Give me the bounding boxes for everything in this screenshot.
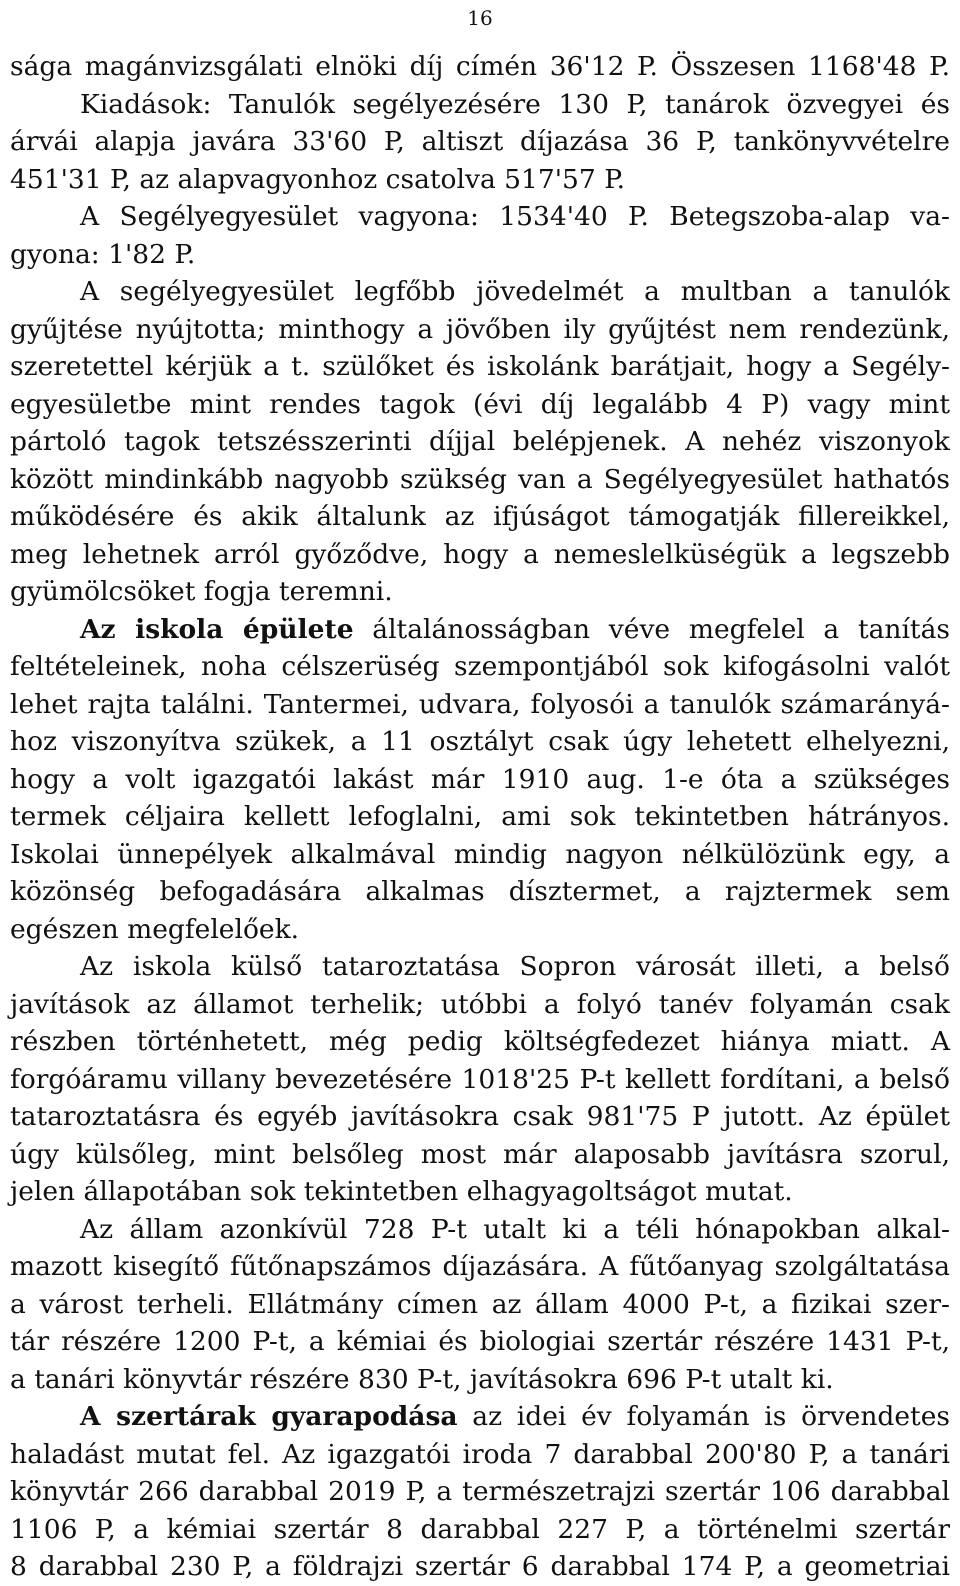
line-text: A segélyegyesület legfőbb jövedelmét a multban a tanulók: [80, 276, 950, 307]
line-text: árvái alapja javára 33'60 P, altiszt díjazása 36 P, tankönyvvételre: [10, 126, 950, 157]
text-line: [10, 723, 950, 761]
text-line: [10, 461, 950, 499]
text-line: [10, 311, 950, 349]
line-text: jelen állapotában sok tekintetben elhagyagoltságot mutat.: [10, 1176, 793, 1207]
text-line: [10, 948, 950, 986]
line-text: gyűjtése nyújtotta; minthogy a jövőben ily gyűjtést nem rendezünk,: [10, 313, 950, 345]
line-text: Kiadások: Tanulók segélyezésére 130 P, tanárok özvegyei és: [80, 88, 950, 120]
text-line: [10, 798, 950, 836]
text-line: [10, 1286, 950, 1324]
text-line: [10, 1323, 950, 1361]
text-line: [10, 1173, 950, 1211]
line-text: Az iskola külső tataroztatása Sopron városát illeti, a belső: [80, 951, 950, 982]
text-line: [10, 911, 950, 949]
line-text: forgóáramu villany bevezetésére 1018'25 P-t kellett fordítani, a belső: [10, 1063, 950, 1095]
page-number: 16: [467, 6, 493, 30]
line-text: termek céljaira kellett lefoglalni, ami sok tekintetben hátrányos.: [10, 801, 950, 832]
text-line: [10, 761, 950, 799]
line-text: egyesületbe mint rendes tagok (évi díj legalább 4 P) vagy mint: [10, 388, 950, 420]
line-text: között mindinkább nagyobb szükség van a Segélyegyesület hathatós: [10, 463, 950, 495]
text-line: [10, 536, 950, 574]
text-line: [10, 86, 950, 124]
line-text: haladást mutat fel. Az igazgatói iroda 7 darabbal 200'80 P, a tanári: [10, 1438, 950, 1470]
text-line: [10, 1136, 950, 1174]
text-line: [10, 1548, 950, 1586]
text-line: [10, 986, 950, 1024]
text-line: [10, 1398, 950, 1436]
line-text: szeretettel kérjük a t. szülőket és iskolánk barátjait, hogy a Segély-: [10, 351, 950, 382]
text-line: [10, 498, 950, 536]
line-text: 451'31 P, az alapvagyonhoz csatolva 517'57 P.: [10, 163, 626, 195]
text-line: [10, 386, 950, 424]
text-line: [10, 236, 950, 274]
text-line: [10, 1511, 950, 1549]
line-text: részben történhetett, még pedig költségfedezet hiánya miatt. A: [10, 1026, 950, 1057]
line-text: 1106 P, a kémiai szertár 8 darabbal 227 P, a történelmi szertár: [10, 1513, 950, 1545]
text-line: [10, 348, 950, 386]
line-text: általánosságban véve megfelel a tanítás: [353, 613, 950, 645]
line-text: pártoló tagok tetszésszerinti díjjal belépjenek. A nehéz viszonyok: [10, 426, 950, 457]
line-text: 8 darabbal 230 P, a földrajzi szertár 6 darabbal 174 P, a geometriai: [10, 1551, 950, 1582]
line-text: úgy külsőleg, mint belsőleg most már alaposabb javításra szorul,: [10, 1138, 950, 1170]
text-line: [10, 48, 950, 86]
line-text: egészen megfelelőek.: [10, 913, 300, 945]
text-line: [10, 1211, 950, 1249]
line-text: a várost terheli. Ellátmány címen az állam 4000 P-t, a fizikai szer-: [10, 1288, 950, 1320]
text-line: [10, 573, 950, 611]
line-text: gyona: 1'82 P.: [10, 238, 196, 270]
text-line: [10, 1023, 950, 1061]
body-text: [10, 48, 950, 1586]
line-text: feltételeinek, noha célszerüség szempontjából sok kifogásolni valót: [10, 651, 950, 682]
line-text: mazott kisegítő fűtőnapszámos díjazására. A fűtőanyag szolgáltatása: [10, 1251, 950, 1282]
line-text: Iskolai ünnepélyek alkalmával mindig nagyon nélkülözünk egy, a: [10, 838, 950, 870]
line-text: közönség befogadására alkalmas dísztermet, a rajztermek sem: [10, 876, 950, 907]
line-text: hoz viszonyítva szükek, a 11 osztályt csak úgy lehetett elhelyezni,: [10, 726, 950, 757]
text-line: [10, 611, 950, 649]
line-text: az idei év folyamán is örvendetes: [457, 1401, 950, 1432]
line-text: hogy a volt igazgatói lakást már 1910 aug. 1-e óta a szükséges: [10, 763, 950, 795]
text-line: [10, 423, 950, 461]
line-text: lehet rajta találni. Tantermei, udvara, folyosói a tanulók számarányá-: [10, 688, 950, 720]
line-text: tataroztatásra és egyéb javításokra csak 981'75 P jutott. Az épület: [10, 1101, 950, 1132]
text-line: [10, 648, 950, 686]
text-line: [10, 1436, 950, 1474]
line-text: gyümölcsöket fogja teremni.: [10, 576, 393, 607]
text-line: [10, 873, 950, 911]
bold-heading: A szertárak gyarapodása: [80, 1401, 458, 1432]
text-line: [10, 1061, 950, 1099]
text-line: [10, 273, 950, 311]
line-text: Az állam azonkívül 728 P-t utalt ki a téli hónapokban alkal-: [80, 1213, 950, 1245]
text-line: [10, 161, 950, 199]
line-text: könyvtár 266 darabbal 2019 P, a természetrajzi szertár 106 darabbal: [10, 1476, 950, 1507]
text-line: [10, 686, 950, 724]
text-line: [10, 1473, 950, 1511]
text-line: [10, 836, 950, 874]
text-line: [10, 123, 950, 161]
bold-heading: Az iskola épülete: [80, 613, 354, 645]
line-text: sága magánvizsgálati elnöki díj címén 36'12 P. Összesen 1168'48 P.: [10, 51, 950, 82]
line-text: a tanári könyvtár részére 830 P-t, javításokra 696 P-t utalt ki.: [10, 1363, 834, 1395]
text-line: [10, 1098, 950, 1136]
line-text: meg lehetnek arról győződve, hogy a nemeslelküségük a legszebb: [10, 538, 950, 570]
text-line: [10, 1248, 950, 1286]
line-text: tár részére 1200 P-t, a kémiai és biologiai szertár részére 1431 P-t,: [10, 1326, 950, 1357]
text-line: [10, 198, 950, 236]
line-text: A Segélyegyesület vagyona: 1534'40 P. Betegszoba-alap va-: [80, 201, 950, 232]
line-text: működésére és akik általunk az ifjúságot támogatják fillereikkel,: [10, 501, 950, 532]
text-line: [10, 1361, 950, 1399]
line-text: javítások az államot terhelik; utóbbi a folyó tanév folyamán csak: [10, 988, 950, 1020]
